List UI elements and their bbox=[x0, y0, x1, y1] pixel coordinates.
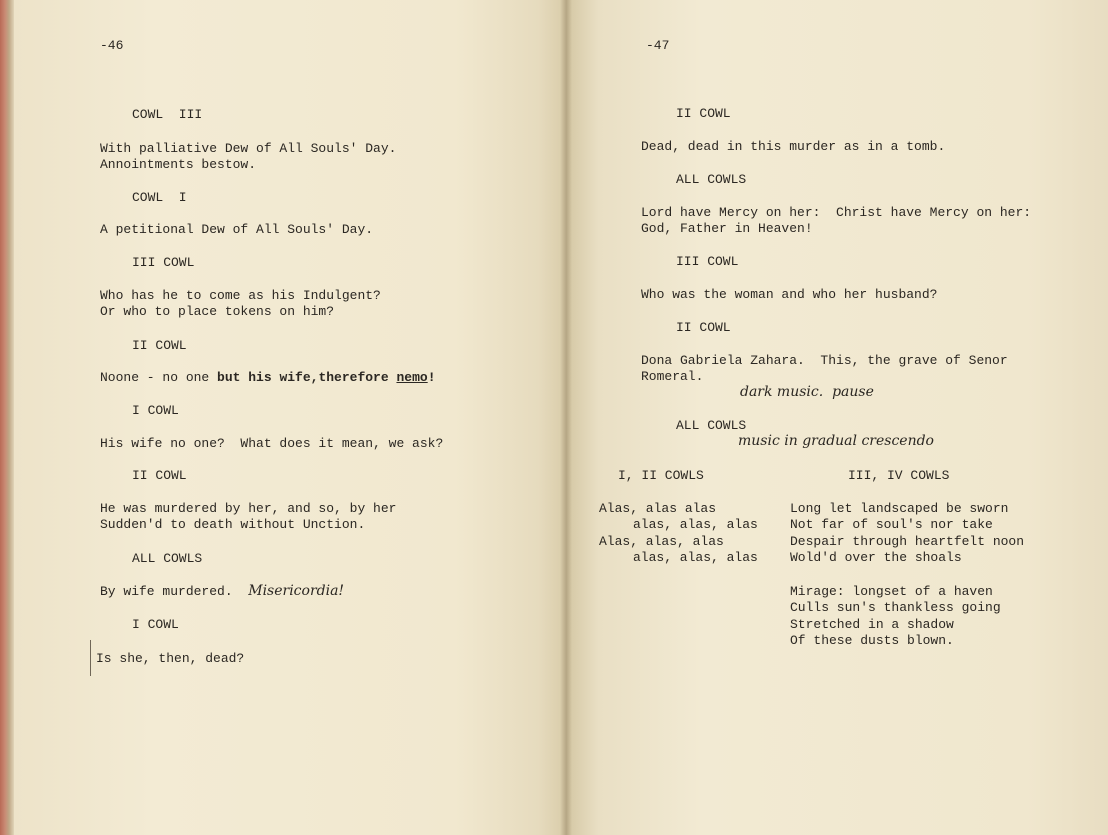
verse-line: God, Father in Heaven! bbox=[641, 221, 813, 236]
verse-line: Alas, alas, alas bbox=[599, 534, 724, 549]
speaker-label: I COWL bbox=[132, 617, 179, 632]
page-edge-stack bbox=[0, 0, 14, 835]
verse-line: Romeral. bbox=[641, 369, 704, 384]
verse-line: Sudden'd to death without Unction. bbox=[100, 517, 366, 532]
verse-line: Alas, alas alas bbox=[599, 501, 717, 516]
speaker-label: II COWL bbox=[132, 338, 187, 353]
page-number: -47 bbox=[646, 38, 670, 53]
verse-line: Wold'd over the shoals bbox=[790, 550, 962, 565]
stage-direction: music in gradual crescendo bbox=[738, 433, 934, 449]
verse-line: Stretched in a shadow bbox=[790, 617, 954, 632]
speaker-label: I, II COWLS bbox=[618, 468, 704, 483]
speaker-label: COWL III bbox=[132, 107, 203, 122]
verse-line: He was murdered by her, and so, by her bbox=[100, 501, 397, 516]
speaker-label: III, IV COWLS bbox=[848, 468, 950, 483]
verse-line: Lord have Mercy on her: Christ have Mercy on her: bbox=[641, 205, 1032, 220]
verse-line: alas, alas, alas bbox=[633, 517, 758, 532]
underlined-word: nemo bbox=[396, 370, 428, 385]
verse-line: His wife no one? What does it mean, we ask? bbox=[100, 436, 444, 451]
margin-mark bbox=[90, 640, 91, 676]
verse-line: Long let landscaped be sworn bbox=[790, 501, 1009, 516]
verse-line: Who was the woman and who her husband? bbox=[641, 287, 938, 302]
speaker-label: III COWL bbox=[676, 254, 739, 269]
verse-line: alas, alas, alas bbox=[633, 550, 758, 565]
verse-line: Of these dusts blown. bbox=[790, 633, 954, 648]
verse-line bbox=[100, 370, 436, 386]
verse-line: A petitional Dew of All Souls' Day. bbox=[100, 222, 374, 237]
verse-text: Noone - no one bbox=[100, 370, 218, 385]
speaker-label: ALL COWLS bbox=[676, 172, 747, 187]
speaker-label: II COWL bbox=[676, 106, 731, 121]
right-page bbox=[566, 0, 1108, 835]
speaker-label: ALL COWLS bbox=[676, 418, 747, 433]
verse-line bbox=[100, 583, 344, 600]
verse-line: Despair through heartfelt noon bbox=[790, 534, 1025, 549]
typed-over-text: but his wife,therefore bbox=[217, 370, 397, 385]
verse-line: Not far of soul's nor take bbox=[790, 517, 993, 532]
speaker-label: III COWL bbox=[132, 255, 195, 270]
verse-line: Is she, then, dead? bbox=[96, 651, 245, 666]
page-number: -46 bbox=[100, 38, 124, 53]
stage-direction: dark music. pause bbox=[740, 384, 874, 400]
speaker-label: II COWL bbox=[676, 320, 731, 335]
left-page bbox=[14, 0, 566, 835]
exclamation: ! bbox=[427, 370, 436, 385]
verse-line: Who has he to come as his Indulgent? bbox=[100, 288, 381, 303]
handwritten-word: Misericordia! bbox=[248, 583, 345, 599]
verse-text: By wife murdered. bbox=[100, 584, 249, 599]
verse-line: Mirage: longset of a haven bbox=[790, 584, 993, 599]
verse-line: Dead, dead in this murder as in a tomb. bbox=[641, 139, 946, 154]
verse-line: Annointments bestow. bbox=[100, 157, 257, 172]
speaker-label: COWL I bbox=[132, 190, 187, 205]
book-gutter bbox=[560, 0, 572, 835]
speaker-label: II COWL bbox=[132, 468, 187, 483]
speaker-label: ALL COWLS bbox=[132, 551, 203, 566]
verse-line: With palliative Dew of All Souls' Day. bbox=[100, 141, 397, 156]
verse-line: Or who to place tokens on him? bbox=[100, 304, 335, 319]
verse-line: Dona Gabriela Zahara. This, the grave of Senor bbox=[641, 353, 1008, 368]
verse-line: Culls sun's thankless going bbox=[790, 600, 1001, 615]
speaker-label: I COWL bbox=[132, 403, 179, 418]
